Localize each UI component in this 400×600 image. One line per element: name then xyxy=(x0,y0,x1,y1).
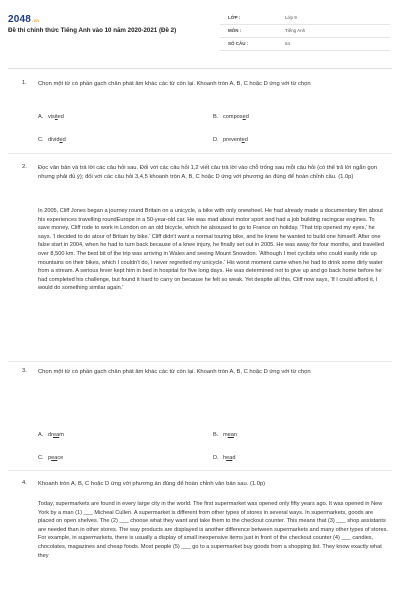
option-c[interactable] xyxy=(38,137,66,143)
option-text: d xyxy=(62,137,66,143)
reading-passage: In 2005, Cliff Jones began a journey round Britain on a unicycle, a bike with only onewheel. He had already made a documentary film about his experiences travelling roundEurope in a 50-year-old car. He was mad about motor sport and had a job building racingcar engines. To save money, Cliff rode to work in London on an old bicycle, which he alsoused to go to France on holiday. 'That trip opened my eyes,' he says. 'I decided to do atour of Britain by bike.' Cliff didn't want a normal touring bike, and he knew he wanted to build one himself. After one false start in 2004, when he had to turn back because of a knee injury, he finally set out in 2005. He was away for four months, and travelled over 8,500 km. The best bit of the trip was arriving in Wales and seeing Mount Snowdon. 'Although I met cyclists who could easily ride up mountains on their bikes, which I couldn't do, I never regretted my unicycle.' His worst moment came when he had to drink some dirty water from a stream. A serious fever kept him in bed in hospital for five long days. He was determined not to give up and go back home before he had completed his challenge, but found it hard to carry on because he felt so weak. Yet despite all this, Cliff now says, 'If I could afford it, I would do something similar again.' xyxy=(38,208,384,292)
meta-label: SỐ CÂU : xyxy=(228,41,249,46)
option-text: d xyxy=(245,114,249,120)
document-title: Đề thi chính thức Tiếng Anh vào 10 năm 2020-2021 (Đề 2) xyxy=(8,27,177,34)
meta-row-count xyxy=(220,38,390,51)
meta-label: LỚP : xyxy=(228,15,241,20)
question-number: 2. xyxy=(22,164,27,170)
option-text: ce xyxy=(57,455,64,461)
option-letter: D. xyxy=(213,455,219,461)
option-letter: B. xyxy=(213,432,219,438)
option-d[interactable] xyxy=(213,137,248,143)
question-number: 4. xyxy=(22,480,27,486)
option-text: compos xyxy=(223,114,243,120)
option-letter: C. xyxy=(38,137,44,143)
option-underlined: e xyxy=(241,137,245,143)
option-underlined: ea xyxy=(227,432,234,438)
exam-meta-table xyxy=(220,12,390,51)
option-text: ed xyxy=(57,114,64,120)
option-b[interactable] xyxy=(213,432,237,438)
meta-value: 64 xyxy=(285,41,291,46)
option-text: divid xyxy=(48,137,60,143)
option-text: dr xyxy=(48,432,53,438)
option-b[interactable] xyxy=(213,114,249,120)
question-prompt: Chọn một từ có phần gạch chân phát âm khác các từ còn lại. Khoanh tròn A, B, C hoặc D ứng với từ chọn xyxy=(38,81,311,87)
meta-label: MÔN : xyxy=(228,28,242,33)
question-divider xyxy=(8,470,392,471)
question-prompt: Đọc văn bản và trả lời các câu hỏi sau. Đối với các câu hỏi 1,2 viết câu trả lời vào chỗ trống sau mỗi câu hỏi (có thể trả lời ngắn gọn nhưng phải đủ ý); đối với các câu hỏi 3,4,5 khoanh tròn A, B, C hoặc D ứng với phương án đúng để hoàn chỉnh câu. (1.0p) xyxy=(38,165,378,180)
option-a[interactable] xyxy=(38,114,64,120)
option-text: d xyxy=(244,137,248,143)
cloze-passage: Today, supermarkets are found in every large city in the world. The first supermarket was opened only fifty years ago. It was opened in New York by a man (1) ___ Micheal Cullen. A supermarket is different from other types of stores in several ways. In supermarkets, goods are placed on open shelves. The (2) ___ choose what they want and take them to the checkout counter. This means that (3) ___ shop assistants are needed than in other stores. The way products are displayed is another difference between supermarkets and many other types of stores. For example, in supermarkets, there is usually a display of small inexpensive items just in front of the checkout counter (4) ___ candies, chocolates, magazines and cheap foods. Most people (5) ___ go to a supermarket buy goods from a shopping list. They know exactly what they xyxy=(38,501,388,559)
option-underlined: ea xyxy=(226,455,233,461)
option-letter: B. xyxy=(213,114,219,120)
option-letter: D. xyxy=(213,137,219,143)
question-number: 1. xyxy=(22,80,27,86)
option-underlined: ea xyxy=(51,455,58,461)
option-underlined: ea xyxy=(52,432,60,438)
option-underlined: e xyxy=(242,114,246,120)
site-logo[interactable] xyxy=(8,14,39,25)
question-number: 3. xyxy=(22,368,27,374)
option-a[interactable] xyxy=(38,432,64,438)
meta-row-class xyxy=(220,12,390,25)
option-letter: C. xyxy=(38,455,44,461)
logo-domain: .vn xyxy=(32,18,40,23)
question-4 xyxy=(8,480,392,600)
option-text: vis xyxy=(48,114,55,120)
option-text: d xyxy=(232,455,236,461)
option-letter: A. xyxy=(38,114,44,120)
page-header xyxy=(0,0,400,64)
meta-value: Lớp 9 xyxy=(285,15,297,20)
meta-row-subject xyxy=(220,25,390,38)
option-d[interactable] xyxy=(213,455,235,461)
header-divider xyxy=(8,68,392,69)
option-text: p xyxy=(48,455,52,461)
meta-value: Tiếng Anh xyxy=(285,28,306,33)
question-divider xyxy=(8,361,392,362)
option-underlined: e xyxy=(59,137,63,143)
question-divider xyxy=(8,153,392,154)
option-c[interactable] xyxy=(38,455,63,461)
option-underlined: it xyxy=(54,114,58,120)
option-text: m xyxy=(59,432,64,438)
option-text: prevent xyxy=(223,137,242,143)
question-prompt: Khoanh tròn A, B, C hoặc D ứng với phương án đúng để hoàn chỉnh văn bản sau. (1.0p) xyxy=(38,481,266,487)
option-text: n xyxy=(233,432,238,438)
option-letter: A. xyxy=(38,432,44,438)
question-prompt: Chọn một từ có phần gạch chân phát âm khác các từ còn lại. Khoanh tròn A, B, C hoặc D ứng với từ chọn xyxy=(38,369,311,375)
option-text: h xyxy=(223,455,227,461)
option-text: m xyxy=(223,432,228,438)
logo-text: 2048 xyxy=(8,14,32,25)
